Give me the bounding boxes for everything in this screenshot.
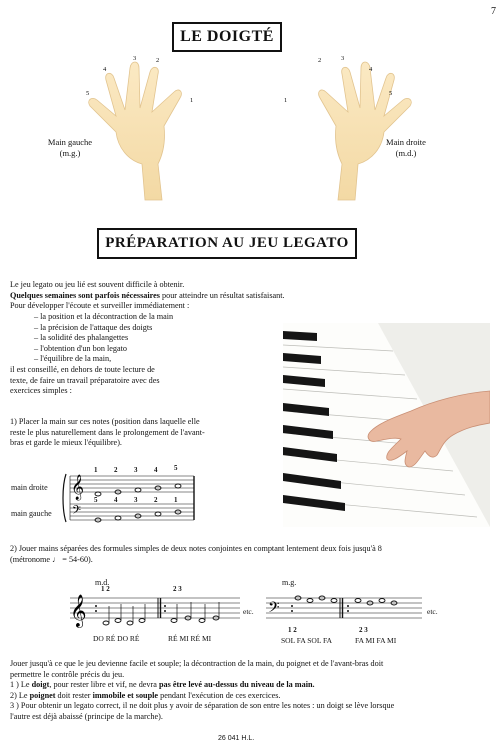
notes-do-re: DO RÉ DO RÉ — [93, 634, 140, 643]
left-hand-label: Main gauche (m.g.) — [47, 137, 93, 158]
bullet-item: – la précision de l'attaque des doigts — [34, 322, 153, 332]
hand-position-staff — [62, 466, 202, 526]
footer-code: 26 041 H.L. — [218, 735, 255, 742]
step2-text: 2) Jouer mains séparées des formules simples de deux notes conjointes en comptant lentement deux fois jusqu'à 8 (métronome ♩ = 54-60). — [10, 544, 382, 564]
svg-text:𝄢: 𝄢 — [72, 504, 82, 520]
right-finger-2: 2 — [318, 57, 322, 64]
left-hand-illustration — [70, 52, 220, 202]
left-finger-3: 3 — [133, 55, 137, 62]
fingering-1-2-bottom: 1 2 — [288, 626, 297, 634]
left-finger-2: 2 — [156, 57, 160, 64]
piano-photo — [283, 323, 490, 527]
etc-label-left: etc. — [243, 607, 254, 616]
title-le-doigte: LE DOIGTÉ — [172, 22, 282, 52]
intro-text: Le jeu legato ou jeu lié est souvent difficile à obtenir. Quelques semaines sont parfois nécessaires pour atteindre un résultat satisfaisant. Pour développer l'écoute et surveiller immédiatement : — [10, 280, 285, 311]
label-main-gauche: main gauche — [11, 509, 52, 518]
left-finger-4: 4 — [103, 66, 107, 73]
label-mg: m.g. — [282, 578, 297, 587]
svg-text:𝄞: 𝄞 — [71, 475, 85, 500]
svg-text:𝄞: 𝄞 — [70, 594, 87, 627]
notes-re-mi: RÉ MI RÉ MI — [168, 634, 212, 643]
label-md: m.d. — [95, 578, 110, 587]
treble-finger: 3 — [134, 466, 138, 474]
page-number: 7 — [491, 6, 496, 17]
bullet-item: – l'obtention d'un bon legato — [34, 343, 128, 353]
right-finger-3: 3 — [341, 55, 345, 62]
notes-sol-fa: SOL FA SOL FA — [281, 636, 333, 645]
treble-finger: 1 — [94, 466, 98, 474]
closing-text: Jouer jusqu'à ce que le jeu devienne facile et souple; la décontraction de la main, du poignet et de l'avant-bras doit permettre le contrôle précis du jeu. 1 ) Le doigt, pour rester libre et vif, ne devra pas être levé au-dessus du niveau de la main. 2) Le poignet doit rester immobile et souple pendant l'exécution de ces exercices. 3 ) Pour obtenir un legato correct, il ne doit plus y avoir de séparation de son entre les notes : un doigt se lève lorsque l'autre est déjà abaissé (principe de la marche). — [10, 659, 395, 721]
treble-finger: 4 — [154, 466, 158, 474]
treble-finger: 5 — [174, 464, 178, 472]
intro-after: il est conseillé, en dehors de toute lecture de texte, de faire un travail préparatoire avec des exercices simples : — [10, 365, 160, 396]
bass-finger: 5 — [94, 496, 98, 504]
bullet-item: – la solidité des phalangettes — [34, 333, 129, 343]
step1-text: 1) Placer la main sur ces notes (position dans laquelle elle reste le plus naturellement dans le prolongement de l'avant- bras et garde le mieux l'équilibre). — [10, 417, 205, 448]
etc-label-right: etc. — [427, 607, 438, 616]
fingering-2-3-bottom: 2 3 — [359, 626, 368, 634]
svg-text:𝄢: 𝄢 — [268, 599, 280, 620]
left-finger-1: 1 — [190, 97, 194, 104]
intro-bullets — [34, 312, 274, 365]
left-finger-5: 5 — [86, 90, 90, 97]
right-finger-4: 4 — [369, 66, 373, 73]
bass-finger: 1 — [174, 496, 178, 504]
bass-finger: 2 — [154, 496, 158, 504]
two-note-exercise-staff — [70, 590, 448, 630]
label-main-droite: main droite — [11, 483, 48, 492]
bullet-item: – l'équilibre de la main, — [34, 354, 112, 364]
bass-finger: 4 — [114, 496, 118, 504]
notes-fa-mi: FA MI FA MI — [355, 636, 397, 645]
right-finger-5: 5 — [389, 90, 393, 97]
right-finger-1: 1 — [284, 97, 288, 104]
right-hand-label: Main droite (m.d.) — [386, 137, 426, 158]
treble-finger: 2 — [114, 466, 118, 474]
bullet-item: – la position et la décontraction de la main — [34, 312, 174, 321]
bass-finger: 3 — [134, 496, 138, 504]
right-hand-illustration — [280, 52, 430, 202]
fingering-2-3-top: 2 3 — [173, 585, 182, 593]
fingering-1-2-top: 1 2 — [101, 585, 110, 593]
title-preparation-legato: PRÉPARATION AU JEU LEGATO — [97, 228, 357, 259]
